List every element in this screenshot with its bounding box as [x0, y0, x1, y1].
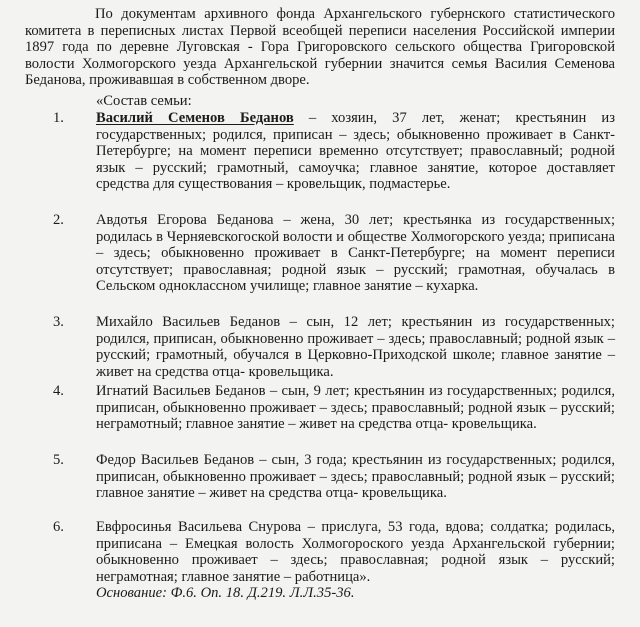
- member-description: Федор Васильев Беданов – сын, 3 года; крестьянин из государственных; родился, приписан, обыкновенно проживает – здесь; православный; родной язык – русский; главное занятие – живет на средства отца- кровельщика.: [96, 452, 615, 502]
- member-description: [96, 110, 615, 193]
- head-of-family-name: Василий Семенов Беданов: [96, 110, 294, 126]
- member-number: 5.: [53, 452, 64, 468]
- member-description: Авдотья Егорова Беданова – жена, 30 лет; крестьянка из государственных; родилась в Черняевскогоской волости и обществе Холмогорского уезда; приписана – здесь; обыкновенно проживает в Санкт-Петербурге; на момент переписи отсутствует; православная; родной язык – русский; грамотная, обучалась в Сельском одноклассном училище; главное занятие – кухарка.: [96, 212, 615, 295]
- member-description: Михайло Васильев Беданов – сын, 12 лет; крестьянин из государственных; родился, приписан, обыкновенно проживает – здесь; православный; родной язык – русский; грамотный, обучался в Церковно-Приходской школе; главное занятие – живет на средства отца- кровельщика.: [96, 314, 615, 380]
- member-number: 3.: [53, 314, 64, 330]
- member-number: 6.: [53, 519, 64, 535]
- archive-reference: Основание: Ф.6. Оп. 18. Д.219. Л.Л.35-36.: [96, 585, 355, 601]
- intro-paragraph: По документам архивного фонда Архангельского губернского статистического комитета в переписных листах Первой всеобщей переписи населения Российской империи 1897 года по деревне Луговская - Гора Григоровского сельского общества Григоровской волости Холмогорского уезда Архангельской губернии значится семья Василия Семенова Беданова, проживавшая в собственном дворе.: [25, 6, 615, 89]
- member-number: 1.: [53, 110, 64, 126]
- member-description: Игнатий Васильев Беданов – сын, 9 лет; крестьянин из государственных; родился, приписан, обыкновенно проживает – здесь; православный; родной язык – русский; неграмотный; главное занятие – живет на средства отца- кровельщика.: [96, 383, 615, 433]
- member-number: 2.: [53, 212, 64, 228]
- member-description: Евфросинья Васильева Снурова – прислуга, 53 года, вдова; солдатка; родилась, приписана – Емецкая волость Холмогороского уезда Архангельской губернии; обыкновенно проживает – здесь; православная; родной язык – русский; неграмотная; главное занятие – работница».: [96, 519, 615, 585]
- member-number: 4.: [53, 383, 64, 399]
- member-details: – хозяин, 37 лет, женат; крестьянин из государственных; родился, приписан – здесь; обыкновенно проживает в Санкт-Петербурге; на момент переписи временно отсутствует; православный; родной язык – русский; грамотный, самоучка; главное занятие, которое доставляет средства для существования – кровельщик, подмастерье.: [96, 110, 615, 193]
- family-composition-label: «Состав семьи:: [96, 93, 192, 109]
